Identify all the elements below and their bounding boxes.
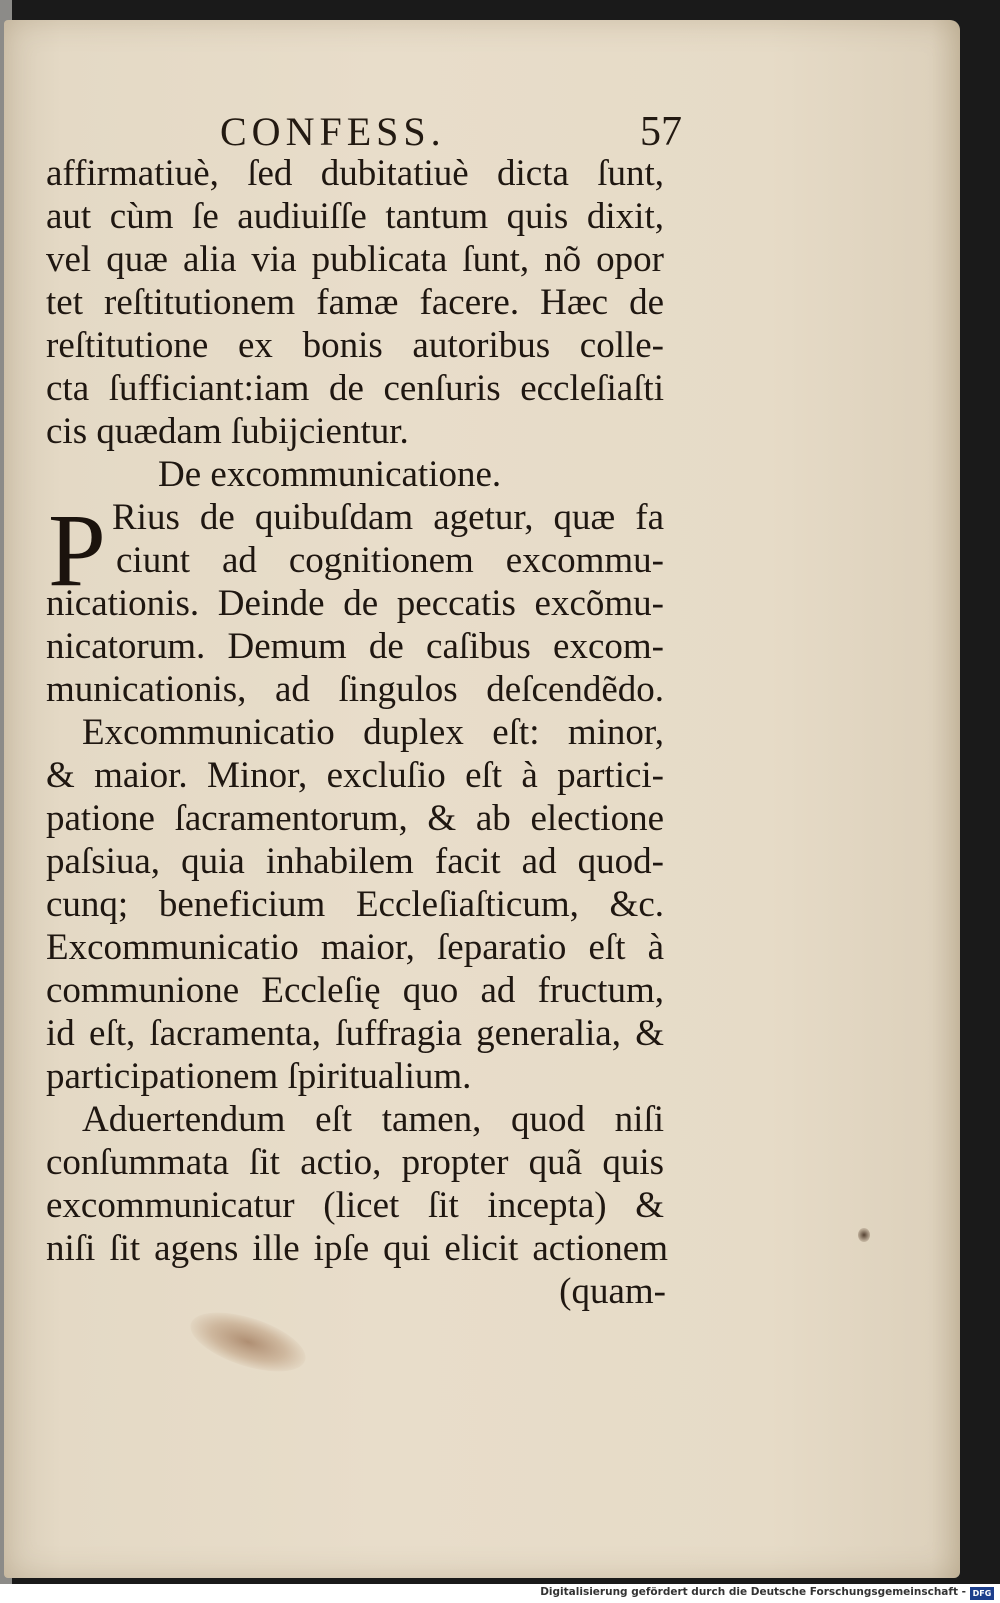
text-line: affirmatiuè, ſed dubitatiuè dicta ſunt, xyxy=(46,153,664,194)
footer-bar xyxy=(0,1584,1000,1603)
text-line: aut cùm ſe audiuiſſe tantum quis dixit, xyxy=(46,196,664,237)
page-header xyxy=(212,108,682,154)
dfg-logo: DFG xyxy=(970,1587,994,1600)
text-line: vel quæ alia via publicata ſunt, nõ opor xyxy=(46,239,664,280)
text-line: id eſt, ſacramenta, ſuffragia generalia, & xyxy=(46,1013,664,1054)
text-line: participationem ſpiritualium. xyxy=(46,1056,472,1097)
section-heading: De excommunicatione. xyxy=(158,454,502,495)
text-line: municationis, ad ſingulos deſcendẽdo. xyxy=(46,669,664,710)
text-line: cta ſufficiant:iam de cenſuris eccleſiaſti xyxy=(46,368,664,409)
text-line: cis quædam ſubijcientur. xyxy=(46,411,409,452)
text-line: nicatorum. Demum de caſibus excom- xyxy=(46,626,664,667)
text-line: reſtitutione ex bonis autoribus colle- xyxy=(46,325,664,366)
running-title: CONFESS. xyxy=(220,109,446,154)
catchword: (quam- xyxy=(559,1271,666,1312)
text-line: excommunicatur (licet ſit incepta) & xyxy=(46,1185,664,1226)
text-line: & maior. Minor, excluſio eſt à partici- xyxy=(46,755,664,796)
digitization-credit: Digitalisierung gefördert durch die Deutsche Forschungsgemeinschaft - xyxy=(540,1586,966,1598)
text-line: conſummata ſit actio, propter quã quis xyxy=(46,1142,664,1183)
text-line: cunq; beneficium Eccleſiaſticum, &c. xyxy=(46,884,664,925)
text-line: nicationis. Deinde de peccatis excõmu- xyxy=(46,583,664,624)
drop-cap: P xyxy=(48,493,106,608)
text-line: Excommunicatio duplex eſt: minor, xyxy=(82,712,664,753)
text-line: ciunt ad cognitionem excommu- xyxy=(116,540,664,581)
text-line: Aduertendum eſt tamen, quod niſi xyxy=(82,1099,664,1140)
page-number: 57 xyxy=(640,109,682,155)
text-line: tet reſtitutionem famæ facere. Hæc de xyxy=(46,282,664,323)
text-line: communione Eccleſię quo ad fructum, xyxy=(46,970,664,1011)
text-line: patione ſacramentorum, & ab electione xyxy=(46,798,664,839)
text-line: Rius de quibuſdam agetur, quæ fa xyxy=(112,497,664,538)
text-line: paſsiua, quia inhabilem facit ad quod- xyxy=(46,841,664,882)
text-line: niſi ſit agens ille ipſe qui elicit actionem xyxy=(46,1228,668,1269)
text-line: Excommunicatio maior, ſeparatio eſt à xyxy=(46,927,664,968)
